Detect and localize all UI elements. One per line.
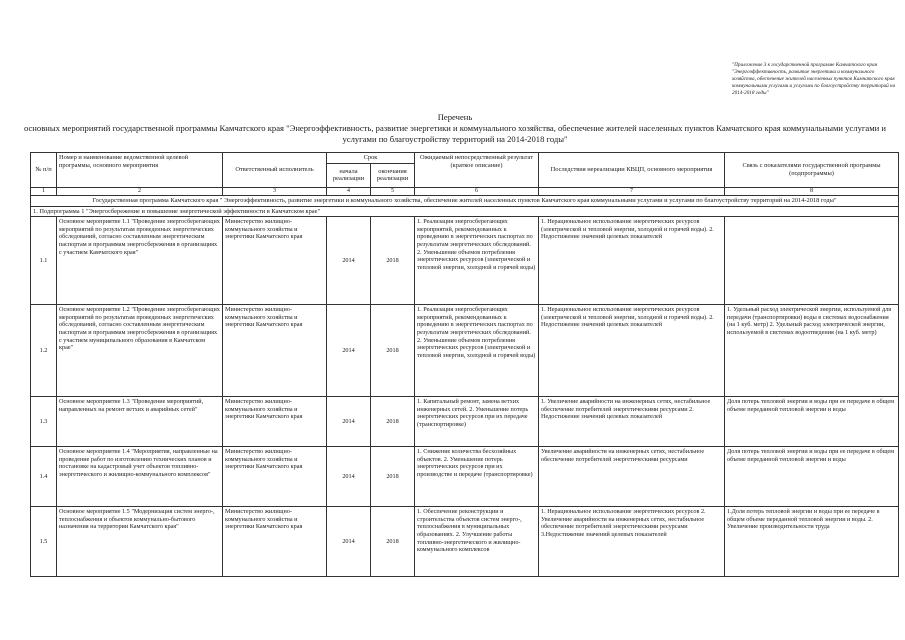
row-num: 1.3 [31,397,57,447]
row-link: 1. Удельный расход электрической энергии, используемой для передачи (транспортировки) воды в системах водоснабжения (на 1 куб. метр) 2. Удельный расход электрической энергии, используемой в системах водоотведения (на 1 куб. метр) [725,305,899,397]
row-start: 2014 [327,305,371,397]
row-num: 1.5 [31,507,57,577]
row-consequences: 1. Нерациональное использование энергетических ресурсов (электрической и тепловой энергии, холодной и горячей воды). 2. Недостижение значений целевых показателей [539,217,725,305]
row-exec: Министерство жилищно-коммунального хозяйства и энергетики Камчатского края [223,447,327,507]
header-result: Ожидаемый непосредственный результат (краткое описание) [415,153,539,188]
header-exec: Ответственный исполнитель [223,153,327,188]
subprogram-title: 1. Подпрограмма 1 "Энергосбережение и повышение энергетической эффективности в Камчатском крае" [31,206,899,217]
row-exec: Министерство жилищно-коммунального хозяйства и энергетики Камчатского края [223,305,327,397]
row-end: 2018 [371,397,415,447]
row-result: 1. Снижение количества бесхозяйных объектов. 2. Уменьшение потерь энергетических ресурсов при их производстве и передаче (транспортировке) [415,447,539,507]
header-end: окончания реализации [371,163,415,187]
col-number: 4 [327,187,371,195]
table-row [31,217,899,305]
row-consequences: 1. Увеличение аварийности на инженерных сетях, нестабильное обеспечение потребителей энергетическими ресурсами 2. Недостижение значений целевых показателей [539,397,725,447]
row-link: 1.Доля потерь тепловой энергии и воды при ее передаче в общем объеме переданной тепловой энергии и воды. 2. Увеличение производительности труда [725,507,899,577]
row-result: 1. Капитальный ремонт, замена ветхих инженерных сетей. 2. Уменьшение потерь энергетических ресурсов при их передаче (транспортировке) [415,397,539,447]
row-name: Основное мероприятие 1.1 "Проведение энергосберегающих мероприятий по результатам проведенных энергетических обследований, согласно составленным энергетическим паспортам и программам энергосбережения в организациях с участием Камчатского края" [57,217,223,305]
document-subtitle: основных мероприятий государственной программы Камчатского края "Энергоэффективность, развитие энергетики и коммунального хозяйства, обеспечение жителей населенных пунктов Камчатского края коммунальными услугами и услугами по благоустройству территорий на 2014-2018 годы" [23,123,886,144]
row-link [725,217,899,305]
row-exec: Министерство жилищно-коммунального хозяйства и энергетики Камчатского края [223,217,327,305]
col-number: 1 [31,187,57,195]
row-consequences: 1. Нерациональное использование энергетических ресурсов (электрической и тепловой энергии, холодной и горячей воды). 2. Недостижение значений целевых показателей [539,305,725,397]
row-consequences: 1. Нерациональное использование энергетических ресурсов 2. Увеличение аварийности на инженерных сетях, нестабильное обеспечение потребителей энергетическими ресурсами 3.Недостижение значений целевых показателей [539,507,725,577]
header-consequences: Последствия нереализации КВЦП, основного мероприятия [539,153,725,188]
row-name: Основное мероприятие 1.4 "Мероприятия, направленные на проведение работ по изготовлению технических планов и постановке на кадастровый учет объектов топливно-энергетического и жилищно-коммунального комплексов" [57,447,223,507]
table-row [31,507,899,577]
measures-table [30,152,899,577]
row-start: 2014 [327,397,371,447]
row-result: 1. Реализация энергосберегающих мероприятий, рекомендованных к проведению в энергетических паспортах по результатам энергетических обследований. 2. Уменьшение объемов потребления энергетических ресурсов (электрической и тепловой энергии, холодной и горячей воды) [415,217,539,305]
row-exec: Министерство жилищно-коммунального хозяйства и энергетики Камчатского края [223,507,327,577]
subprogram-row [31,206,899,217]
table-row [31,447,899,507]
document-title: Перечень [437,112,473,122]
col-number: 2 [57,187,223,195]
row-end: 2018 [371,305,415,397]
row-result: 1. Реализация энергосберегающих мероприятий, рекомендованных к проведению в энергетических паспортах по результатам энергетических обследований. 2. Уменьшение объемов потребления энергетических ресурсов (электрической и тепловой энергии, холодной и горячей воды) [415,305,539,397]
document-heading [20,112,890,145]
row-num: 1.4 [31,447,57,507]
row-consequences: Увеличение аварийности на инженерных сетях, нестабильное обеспечение потребителей энергетическими ресурсами [539,447,725,507]
row-start: 2014 [327,217,371,305]
col-number: 8 [725,187,899,195]
row-link: Доля потерь тепловой энергии и воды при ее передаче в общем объеме переданной тепловой энергии и воды [725,447,899,507]
row-result: 1. Обеспечение реконструкции и строительства объектов систем энерго-, теплоснабжения в муниципальных образованиях. 2. Улучшение работы топливно-энергетического и жилищно-коммунального комплексов [415,507,539,577]
header-term: Срок [327,153,415,164]
header-start: начала реализации [327,163,371,187]
row-end: 2018 [371,447,415,507]
row-exec: Министерство жилищно-коммунального хозяйства и энергетики Камчатского края [223,397,327,447]
row-start: 2014 [327,507,371,577]
row-name: Основное мероприятие 1.2 "Проведение энергосберегающих мероприятий по результатам проведенных энергетических обследований, согласно составленным энергетическим паспортам и программам энергосбережения в организациях с участием муниципального образования в Камчатском крае" [57,305,223,397]
table-row [31,397,899,447]
program-row [31,195,899,206]
header-link: Связь с показателями государственной программы (подпрограммы) [725,153,899,188]
row-start: 2014 [327,447,371,507]
row-end: 2018 [371,507,415,577]
header-num: № п/п [31,153,57,188]
row-num: 1.2 [31,305,57,397]
row-link: Доля потерь тепловой энергии и воды при ее передаче в общем объеме переданной тепловой энергии и воды [725,397,899,447]
table-row [31,305,899,397]
row-name: Основное мероприятие 1.5 "Модернизация систем энерго-, теплоснабжения и объектов коммунально-бытового назначения на территории Камчатского края" [57,507,223,577]
row-end: 2018 [371,217,415,305]
header-row [31,153,899,164]
appendix-note: "Приложение 3 к государственной программе Камчатского края "Энергоэффективность, развитие энергетики и коммунального хозяйства, обеспечение жителей населенных пунктов Камчатского края коммунальными услугами и услугами по благоустройству территорий на 2014-2018 годы" [732,62,896,96]
row-num: 1.1 [31,217,57,305]
program-title: Государственная программа Камчатского края " Энергоэффективность, развитие энергетики и коммунального хозяйства, обеспечение жителей населенных пунктов Камчатского края коммунальными услугами и услугами по благоустройству территорий на 2014-2018 годы" [31,195,899,206]
header-name: Номер и наименование ведомственной целевой программы, основного мероприятия [57,153,223,188]
col-number: 5 [371,187,415,195]
col-number: 7 [539,187,725,195]
col-number: 3 [223,187,327,195]
column-numbers-row [31,187,899,195]
col-number: 6 [415,187,539,195]
row-name: Основное мероприятие 1.3 "Проведение мероприятий, направленных на ремонт ветхих и аварийных сетей" [57,397,223,447]
